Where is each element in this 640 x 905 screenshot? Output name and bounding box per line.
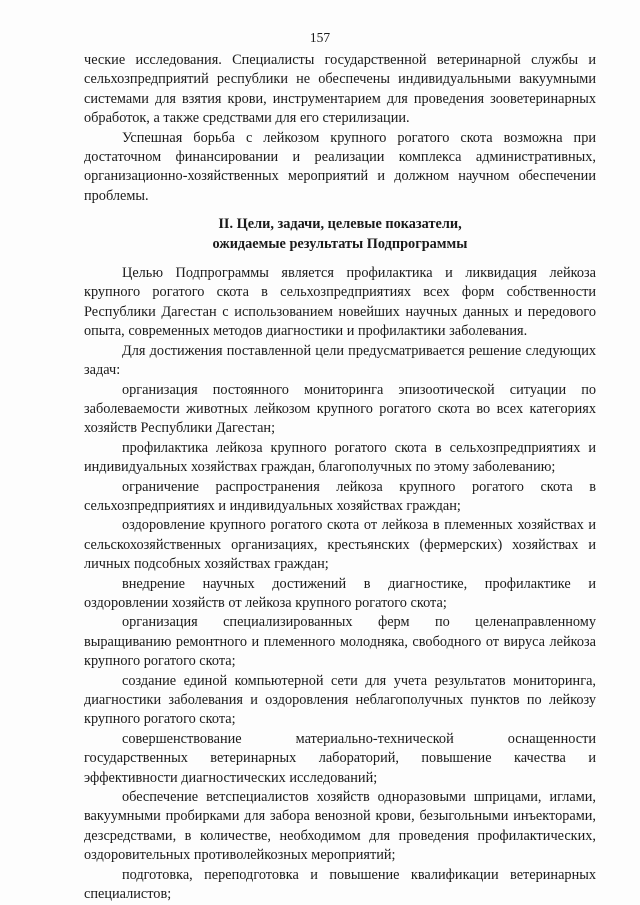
task-item-9: обеспечение ветспециалистов хозяйств одноразовыми шприцами, иглами, вакуумными пробирками для забора венозной крови, безыгольными инъекторами, дезсредствами, в количестве, необходимом для проведения профилактических, оздоровительных противолейкозных мероприятий; — [84, 789, 596, 864]
task-item-7: создание единой компьютерной сети для учета результатов мониторинга, диагностики заболевания и оздоровления неблагополучных пунктов по лейкозу крупного рогатого скота; — [84, 672, 596, 728]
task-item-2: профилактика лейкоза крупного рогатого скота в сельхозпредприятиях и индивидуальных хозяйствах граждан, благополучных по этому заболеванию; — [84, 439, 596, 476]
section-heading-line-1: II. Цели, задачи, целевые показатели, — [218, 216, 462, 233]
page-number: 157 — [309, 30, 331, 45]
task-item-6: организация специализированных ферм по целенаправленному выращиванию ремонтного и племенного молодняка, свободного от вируса лейкоза крупного рогатого скота; — [84, 614, 596, 670]
section-heading-line-2: ожидаемые результаты Подпрограммы — [212, 235, 468, 252]
intro-paragraph-2: Успешная борьба с лейкозом крупного рогатого скота возможна при достаточном финансировании и реализации комплекса административных, организационно-хозяйственных мероприятий и должном научном обеспечении проблемы. — [84, 129, 596, 204]
task-item-10: подготовка, переподготовка и повышение квалификации ветеринарных специалистов; — [84, 866, 596, 903]
task-item-5: внедрение научных достижений в диагностике, профилактике и оздоровлении хозяйств от лейкоза крупного рогатого скота; — [84, 575, 596, 611]
page-body — [84, 51, 596, 904]
section-heading — [84, 215, 596, 254]
intro-paragraph-1: ческие исследования. Специалисты государственной ветеринарной службы и сельхозпредприятий республики не обеспечены индивидуальными вакуумными системами для взятия крови, инструментарием для проведения зооветеринарных обработок, а также средствами для его стерилизации. — [84, 52, 596, 127]
tasks-intro-paragraph: Для достижения поставленной цели предусматривается решение следующих задач: — [84, 342, 596, 379]
task-item-3: ограничение распространения лейкоза крупного рогатого скота в сельхозпредприятиях и индивидуальных хозяйствах граждан; — [84, 478, 596, 514]
task-item-8: совершенствование материально-технической оснащенности государственных ветеринарных лабораторий, повышение качества и эффективности диагностических исследований; — [84, 730, 596, 786]
task-item-4: оздоровление крупного рогатого скота от лейкоза в племенных хозяйствах и сельскохозяйственных организациях, крестьянских (фермерских) хозяйствах и личных подсобных хозяйствах граждан; — [84, 517, 596, 573]
task-item-1: организация постоянного мониторинга эпизоотической ситуации по заболеваемости животных лейкозом крупного рогатого скота во всех категориях хозяйств Республики Дагестан; — [84, 381, 596, 437]
goal-paragraph: Целью Подпрограммы является профилактика и ликвидация лейкоза крупного рогатого скота в сельхозпредприятиях всех форм собственности Республики Дагестан с использованием новейших научных данных и передового опыта, современных методов диагностики и профилактики заболевания. — [84, 265, 596, 340]
